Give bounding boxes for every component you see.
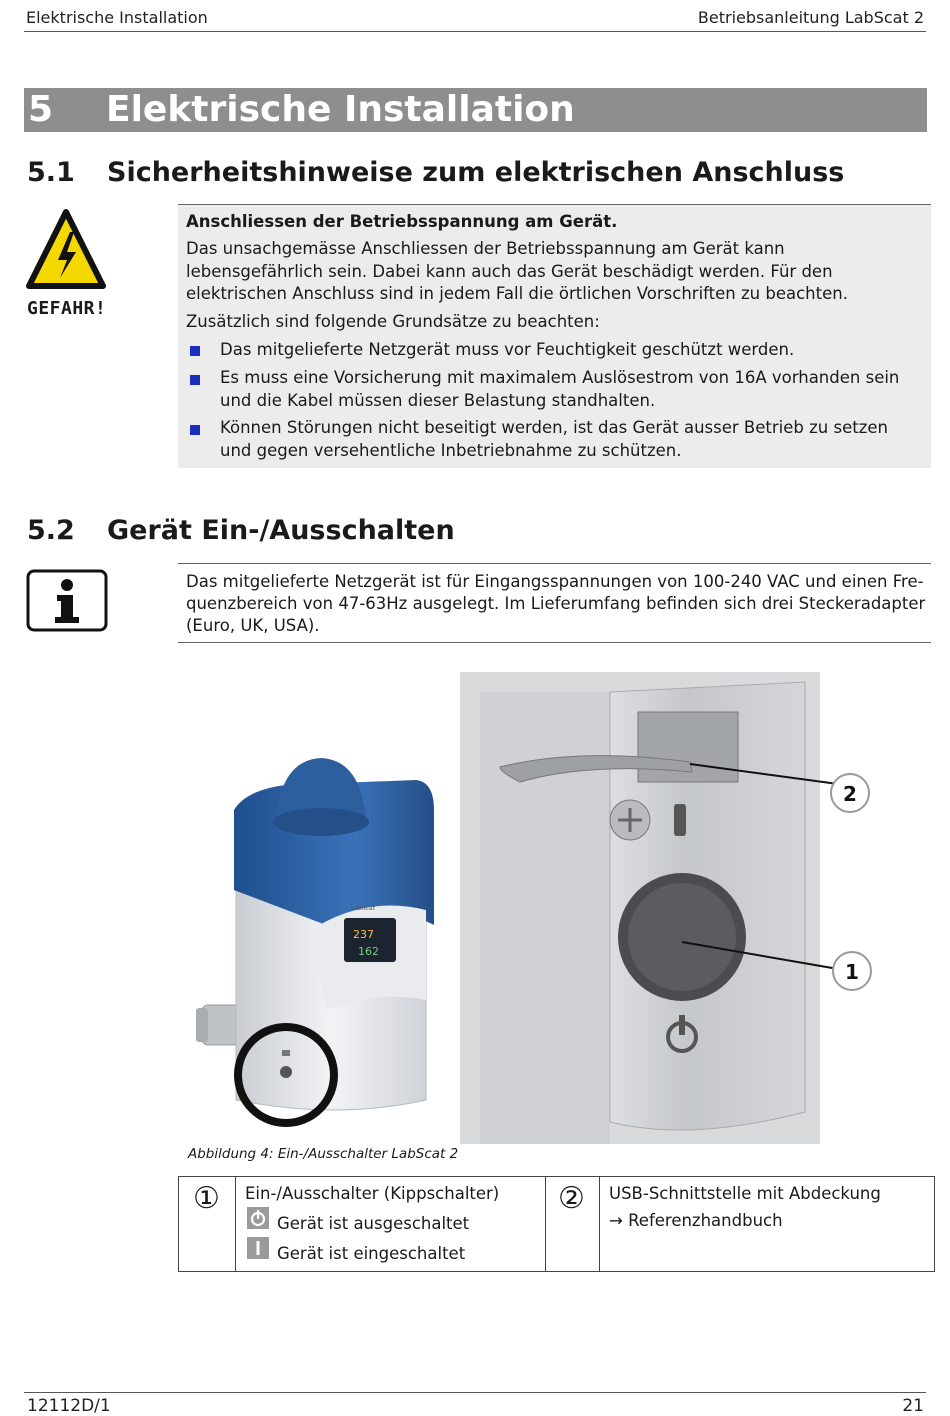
- warning-label: GEFAHR!: [27, 298, 107, 319]
- legend-item-1-off: Gerät ist ausgeschaltet: [277, 1214, 470, 1233]
- info-icon: [26, 569, 108, 632]
- chapter-number: 5: [28, 89, 54, 130]
- section-title: Gerät Ein-/Ausschalten: [107, 515, 455, 546]
- chapter-heading: [24, 88, 927, 132]
- footer-document-id: 12112D/1: [27, 1396, 111, 1416]
- section-title: Sicherheitshinweise zum elektrischen Anschluss: [107, 157, 845, 188]
- footer-rule: [24, 1392, 926, 1393]
- callout-1: 1: [845, 960, 859, 984]
- legend-cell-1-number: [179, 1177, 236, 1271]
- legend-table: [178, 1176, 935, 1272]
- warning-intro: Zusätzlich sind folgende Grundsätze zu beachten:: [186, 312, 600, 331]
- warning-box: [178, 204, 931, 468]
- warning-paragraph: Das unsachgemässe Anschliessen der Betriebsspannung am Gerät kann lebensgefährlich sein. Dabei kann auch das Gerät beschädigt werden. Für den elektrischen Anschluss sind in jedem Fall die örtlichen Vorschriften zu beachten.: [186, 239, 848, 303]
- bullet-marker: [190, 375, 200, 385]
- warning-bullet-3: Können Störungen nicht beseitigt werden, ist das Gerät ausser Betrieb zu setzen und gegen versehentliche Inbetriebnahme zu schützen.: [220, 418, 888, 460]
- warning-bullet-1: Das mitgelieferte Netzgerät muss vor Feuchtigkeit geschützt werden.: [220, 340, 795, 359]
- page-number: 21: [902, 1396, 924, 1416]
- legend-item-2-title: USB-Schnittstelle mit Abdeckung: [609, 1184, 881, 1203]
- display-value-1: 237: [353, 928, 374, 941]
- chapter-title: Elektrische Installation: [106, 89, 575, 130]
- switch-closeup-image: [460, 672, 880, 1144]
- device-brand: LabScat: [351, 905, 375, 912]
- info-line-2: quenzbereich von 47-63Hz ausgelegt. Im Lieferumfang befinden sich drei Steckeradapter: [186, 594, 926, 613]
- header-right: Betriebsanleitung LabScat 2: [697, 8, 924, 27]
- legend-item-1-on: Gerät ist eingeschaltet: [277, 1244, 466, 1263]
- legend-item-1-title: Ein-/Ausschalter (Kippschalter): [245, 1184, 500, 1203]
- section-number: 5.2: [27, 515, 75, 546]
- section-5-1-heading: [27, 157, 927, 193]
- bullet-marker: [190, 425, 200, 435]
- info-box: [178, 563, 931, 643]
- info-line-1: Das mitgelieferte Netzgerät ist für Eingangsspannungen von 100-240 VAC und einen Fre-: [186, 572, 924, 591]
- legend-symbol-2: ②: [558, 1181, 585, 1216]
- section-number: 5.1: [27, 157, 75, 188]
- legend-cell-2-text: [600, 1177, 933, 1271]
- bullet-marker: [190, 346, 200, 356]
- device-image: [186, 750, 454, 1135]
- warning-bullet-2: Es muss eine Vorsicherung mit maximalem Auslösestrom von 16A vorhanden sein und die Kabel müssen dieser Belastung standhalten.: [220, 368, 900, 410]
- legend-cell-1-text: [236, 1177, 546, 1271]
- high-voltage-warning-icon: [26, 208, 106, 290]
- legend-item-2-reference: → Referenzhandbuch: [609, 1211, 783, 1230]
- legend-cell-2-number: [546, 1177, 600, 1271]
- power-off-icon: [247, 1207, 269, 1229]
- power-on-icon: [247, 1237, 269, 1259]
- callout-2: 2: [843, 782, 857, 806]
- section-5-2-heading: [27, 515, 927, 551]
- legend-symbol-1: ①: [193, 1181, 220, 1216]
- warning-heading: Anschliessen der Betriebsspannung am Gerät.: [186, 212, 618, 231]
- header-rule: [24, 31, 926, 32]
- figure-caption: Abbildung 4: Ein-/Ausschalter LabScat 2: [188, 1146, 459, 1162]
- info-line-3: (Euro, UK, USA).: [186, 616, 320, 635]
- display-value-2: 162: [358, 945, 379, 958]
- header-left: Elektrische Installation: [26, 8, 208, 27]
